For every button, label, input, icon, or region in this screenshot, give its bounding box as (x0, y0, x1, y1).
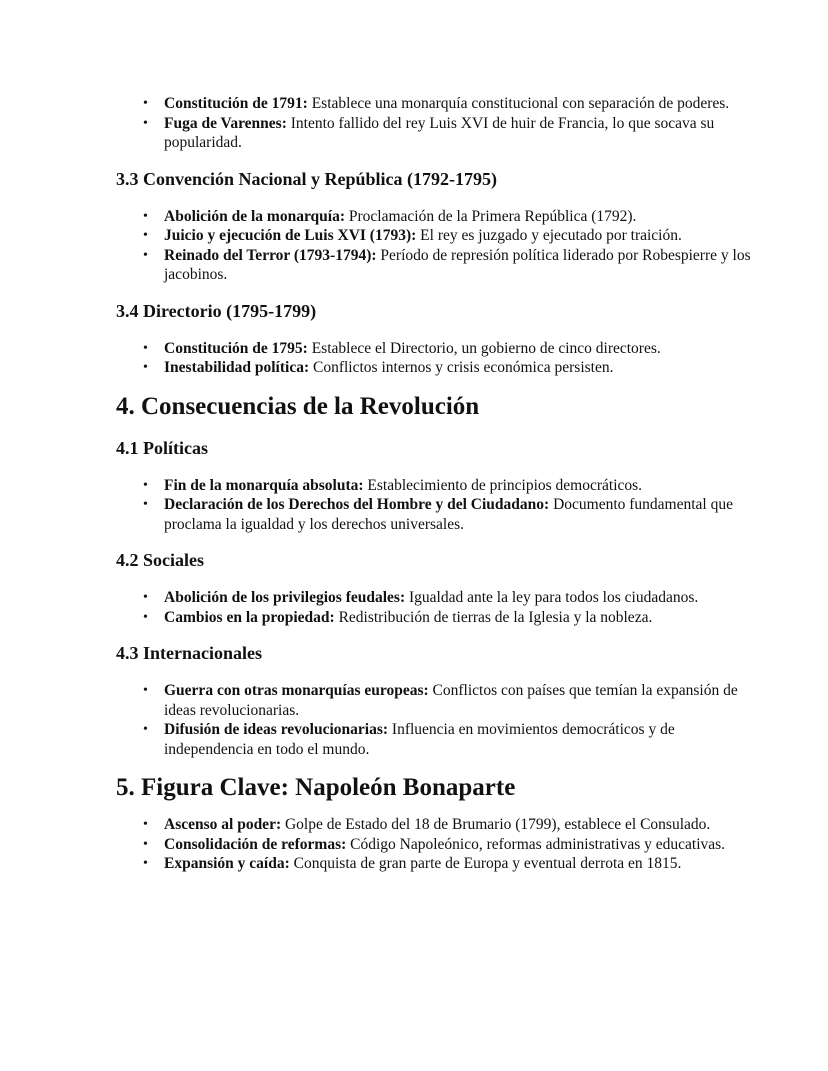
list-item (116, 720, 766, 759)
list-item (116, 94, 766, 114)
bullet-list-revolution-events (116, 94, 766, 153)
list-item (116, 358, 766, 378)
bullet-list-convencion (116, 207, 766, 285)
bullet-icon: • (143, 497, 148, 512)
document-content (116, 94, 766, 874)
bullet-icon: • (143, 722, 148, 737)
list-item-term: Constitución de 1791: (164, 95, 308, 112)
list-item-term: Reinado del Terror (1793-1794): (164, 246, 377, 264)
bullet-icon: • (143, 477, 148, 493)
list-item-description: Período de represión política liderado por Robespierre y los jacobinos. (164, 246, 751, 283)
list-item (116, 476, 766, 496)
list-item-term: Abolición de la monarquía: (164, 207, 346, 225)
bullet-icon: • (143, 836, 148, 852)
list-item-description: Conflictos internos y crisis económica persisten. (309, 359, 614, 376)
section-heading-convencion: 3.3 Convención Nacional y República (1792-1795) (116, 168, 498, 189)
list-item-description: Establecimiento de principios democráticos. (363, 476, 643, 494)
list-item-term: Expansión y caída: (164, 855, 290, 872)
bullet-icon: • (143, 360, 148, 375)
list-item-term: Declaración de los Derechos del Hombre y del Ciudadano: (164, 496, 550, 513)
list-item-term: Fuga de Varennes: (164, 114, 287, 132)
list-item-description: Conflictos con países que temían la expansión de ideas revolucionarias. (164, 682, 738, 719)
list-item (116, 207, 766, 227)
list-item-term: Juicio y ejecución de Luis XVI (1793): (164, 227, 417, 244)
bullet-icon: • (143, 683, 148, 698)
list-item-description: Conquista de gran parte de Europa y eventual derrota en 1815. (289, 855, 682, 872)
section-heading-politicas: 4.1 Políticas (116, 437, 208, 458)
list-item (116, 226, 766, 246)
bullet-icon: • (143, 247, 148, 263)
list-item-description: Establece una monarquía constitucional con separación de poderes. (307, 95, 730, 112)
list-item-term: Abolición de los privilegios feudales: (164, 589, 406, 606)
bullet-icon: • (143, 96, 148, 111)
list-item-description: Documento fundamental que proclama la igualdad y los derechos universales. (164, 496, 733, 533)
list-item (116, 835, 766, 855)
list-item (116, 114, 766, 153)
bullet-icon: • (143, 590, 148, 605)
list-item-description: Redistribución de tierras de la Iglesia y la nobleza. (334, 608, 653, 626)
bullet-icon: • (143, 208, 148, 224)
list-item-description: Golpe de Estado del 18 de Brumario (1799), establece el Consulado. (281, 816, 711, 833)
list-item-description: Proclamación de la Primera República (1792). (345, 207, 637, 225)
bullet-list-napoleon (116, 815, 766, 874)
list-item (116, 815, 766, 835)
list-item-description: Influencia en movimientos democráticos y de independencia en todo el mundo. (164, 721, 675, 758)
bullet-list-directorio (116, 339, 766, 378)
list-item (116, 681, 766, 720)
list-item-description: El rey es juzgado y ejecutado por traición. (416, 227, 682, 244)
bullet-icon: • (143, 228, 148, 243)
bullet-list-internacionales (116, 681, 766, 759)
list-item (116, 854, 766, 874)
list-item-description: Intento fallido del rey Luis XVI de huir de Francia, lo que socava su popularidad. (164, 114, 715, 151)
list-item-term: Guerra con otras monarquías europeas: (164, 682, 429, 699)
list-item (116, 495, 766, 534)
bullet-icon: • (143, 817, 148, 832)
bullet-icon: • (143, 115, 148, 131)
list-item-term: Inestabilidad política: (164, 359, 310, 376)
list-item-term: Constitución de 1795: (164, 339, 308, 357)
section-heading-sociales: 4.2 Sociales (116, 550, 204, 570)
list-item (116, 339, 766, 359)
list-item (116, 608, 766, 628)
bullet-icon: • (143, 609, 148, 625)
list-item-term: Consolidación de reformas: (164, 835, 347, 853)
list-item-term: Cambios en la propiedad: (164, 608, 335, 626)
list-item-term: Fin de la monarquía absoluta: (164, 476, 364, 494)
section-heading-internacionales: 4.3 Internacionales (116, 643, 262, 663)
section-heading-directorio: 3.4 Directorio (1795-1799) (116, 300, 317, 321)
list-item-term: Ascenso al poder: (164, 816, 282, 833)
bullet-list-politicas (116, 476, 766, 535)
list-item-description: Igualdad ante la ley para todos los ciudadanos. (405, 589, 699, 606)
list-item (116, 588, 766, 608)
bullet-icon: • (143, 340, 148, 356)
bullet-list-sociales (116, 588, 766, 627)
list-item-description: Código Napoleónico, reformas administrativas y educativas. (346, 835, 726, 853)
list-item (116, 246, 766, 285)
chapter-heading-consecuencias: 4. Consecuencias de la Revolución (116, 392, 480, 420)
bullet-icon: • (143, 856, 148, 871)
list-item-description: Establece el Directorio, un gobierno de cinco directores. (307, 339, 661, 357)
chapter-heading-napoleon: 5. Figura Clave: Napoleón Bonaparte (116, 774, 516, 801)
list-item-term: Difusión de ideas revolucionarias: (164, 721, 389, 738)
